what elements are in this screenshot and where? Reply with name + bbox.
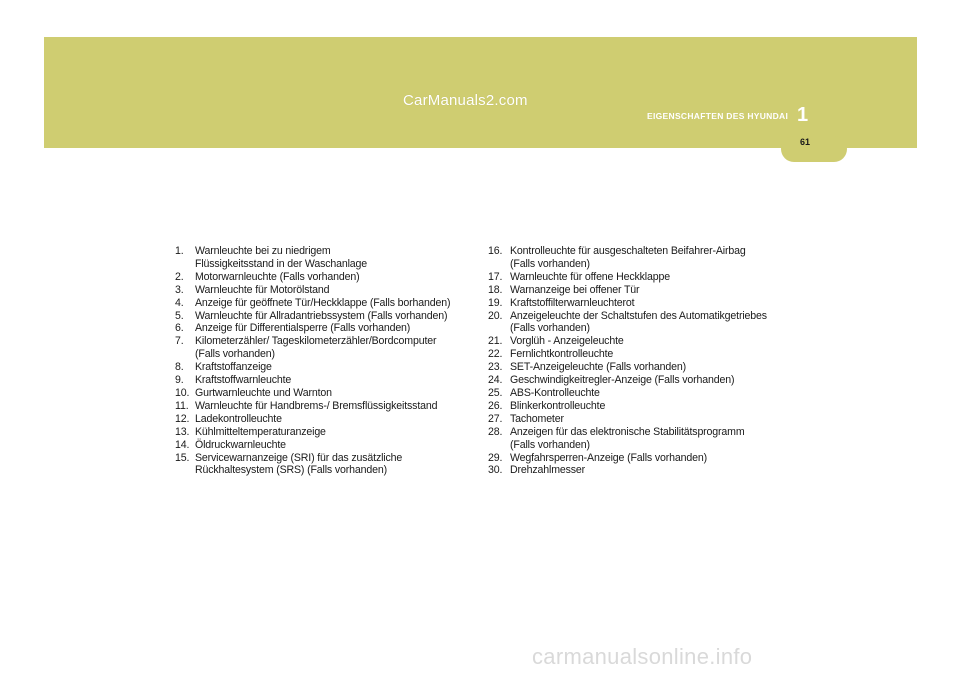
- item-text: Kühlmitteltemperaturanzeige: [195, 425, 326, 438]
- item-number: 11.: [175, 399, 189, 412]
- item-text: Anzeigeleuchte der Schaltstufen des Automatikgetriebes (Falls vorhanden): [510, 309, 767, 335]
- item-number: 19.: [488, 296, 503, 309]
- item-text: Kontrolleuchte für ausgeschalteten Beifahrer-Airbag (Falls vorhanden): [510, 245, 746, 270]
- item-text: Gurtwarnleuchte und Warnton: [195, 386, 332, 399]
- item-text: Blinkerkontrolleuchte: [510, 399, 606, 412]
- list-item: [175, 284, 475, 297]
- list-item: [488, 374, 793, 387]
- item-text: Öldruckwarnleuchte: [195, 438, 286, 451]
- page-number: 61: [799, 137, 810, 147]
- item-number: 4.: [175, 296, 184, 309]
- item-text: Warnleuchte für Allradantriebssystem (Falls vorhanden): [195, 309, 448, 322]
- item-number: 16.: [488, 245, 503, 257]
- list-item: [488, 452, 793, 465]
- item-number: 17.: [488, 270, 503, 283]
- item-number: 2.: [175, 270, 184, 283]
- list-item: [175, 361, 475, 374]
- item-text: Anzeigen für das elektronische Stabilitätsprogramm (Falls vorhanden): [510, 425, 745, 451]
- list-item: [488, 387, 793, 400]
- item-text: ABS-Kontrolleuchte: [510, 386, 600, 399]
- item-text: Servicewarnanzeige (SRI) für das zusätzliche Rückhaltesystem (SRS) (Falls vorhanden): [195, 451, 403, 477]
- item-number: 22.: [488, 348, 503, 361]
- item-number: 3.: [175, 283, 184, 296]
- legend-list-left: [175, 245, 475, 477]
- item-number: 10.: [175, 386, 190, 399]
- watermark-bottom: carmanualsonline.info: [532, 644, 753, 669]
- item-text: Wegfahrsperren-Anzeige (Falls vorhanden): [510, 451, 707, 464]
- list-item: [488, 400, 793, 413]
- list-item: [175, 310, 475, 323]
- list-item: [175, 297, 475, 310]
- item-text: Anzeige für geöffnete Tür/Heckklappe (Falls borhanden): [195, 296, 451, 309]
- item-number: 8.: [175, 361, 184, 374]
- item-number: 5.: [175, 309, 184, 322]
- list-item: [488, 284, 793, 297]
- item-text: Anzeige für Differentialsperre (Falls vorhanden): [195, 322, 411, 335]
- item-text: Kraftstoffwarnleuchte: [195, 374, 292, 387]
- section-title: EIGENSCHAFTEN DES HYUNDAI: [647, 111, 789, 121]
- list-item: [175, 439, 475, 452]
- item-number: 1.: [175, 245, 184, 257]
- list-item: [488, 245, 793, 271]
- list-item: [488, 361, 793, 374]
- item-number: 9.: [175, 374, 184, 387]
- list-item: [175, 413, 475, 426]
- watermark-top: CarManuals2.com: [403, 92, 528, 109]
- list-item: [175, 322, 475, 335]
- list-item: [175, 271, 475, 284]
- item-number: 25.: [488, 386, 503, 399]
- item-text: Fernlichtkontrolleuchte: [510, 348, 614, 361]
- item-text: Warnanzeige bei offener Tür: [510, 283, 640, 296]
- list-item: [175, 426, 475, 439]
- item-number: 12.: [175, 412, 190, 425]
- item-number: 18.: [488, 283, 503, 296]
- item-text: Ladekontrolleuchte: [195, 412, 282, 425]
- list-item: [175, 387, 475, 400]
- item-number: 7.: [175, 335, 184, 348]
- item-text: Vorglüh - Anzeigeleuchte: [510, 335, 624, 348]
- item-text: Warnleuchte für Motorölstand: [195, 283, 330, 296]
- item-text: Tachometer: [510, 412, 564, 425]
- item-number: 14.: [175, 438, 190, 451]
- item-text: Kraftstoffilterwarnleuchterot: [510, 296, 635, 309]
- item-number: 28.: [488, 425, 503, 438]
- item-number: 27.: [488, 412, 503, 425]
- item-text: Warnleuchte für Handbrems-/ Bremsflüssigkeitsstand: [195, 399, 438, 412]
- item-number: 6.: [175, 322, 184, 335]
- list-item: [488, 464, 793, 477]
- list-item: [175, 245, 475, 271]
- item-text: Drehzahlmesser: [510, 464, 586, 477]
- item-number: 20.: [488, 309, 503, 322]
- list-item: [488, 413, 793, 426]
- legend-list-right: [488, 245, 793, 477]
- item-number: 24.: [488, 374, 503, 387]
- list-item: [175, 374, 475, 387]
- list-item: [175, 452, 475, 478]
- item-number: 13.: [175, 425, 190, 438]
- item-number: 21.: [488, 335, 503, 348]
- list-item: [175, 400, 475, 413]
- item-number: 30.: [488, 464, 503, 477]
- item-text: SET-Anzeigeleuchte (Falls vorhanden): [510, 361, 686, 374]
- item-number: 29.: [488, 451, 503, 464]
- item-number: 23.: [488, 361, 503, 374]
- item-number: 15.: [175, 451, 190, 464]
- item-text: Warnleuchte bei zu niedrigem Flüssigkeitsstand in der Waschanlage: [195, 245, 368, 270]
- section-number: 1: [797, 104, 809, 126]
- item-number: 26.: [488, 399, 503, 412]
- list-item: [488, 335, 793, 348]
- list-item: [488, 426, 793, 452]
- item-text: Warnleuchte für offene Heckklappe: [510, 270, 670, 283]
- list-item: [175, 335, 475, 361]
- list-item: [488, 310, 793, 336]
- item-text: Kilometerzähler/ Tageskilometerzähler/Bordcomputer (Falls vorhanden): [195, 335, 437, 361]
- item-text: Kraftstoffanzeige: [195, 361, 272, 374]
- item-text: Geschwindigkeitregler-Anzeige (Falls vorhanden): [510, 374, 735, 387]
- list-item: [488, 297, 793, 310]
- list-item: [488, 271, 793, 284]
- item-text: Motorwarnleuchte (Falls vorhanden): [195, 270, 360, 283]
- list-item: [488, 348, 793, 361]
